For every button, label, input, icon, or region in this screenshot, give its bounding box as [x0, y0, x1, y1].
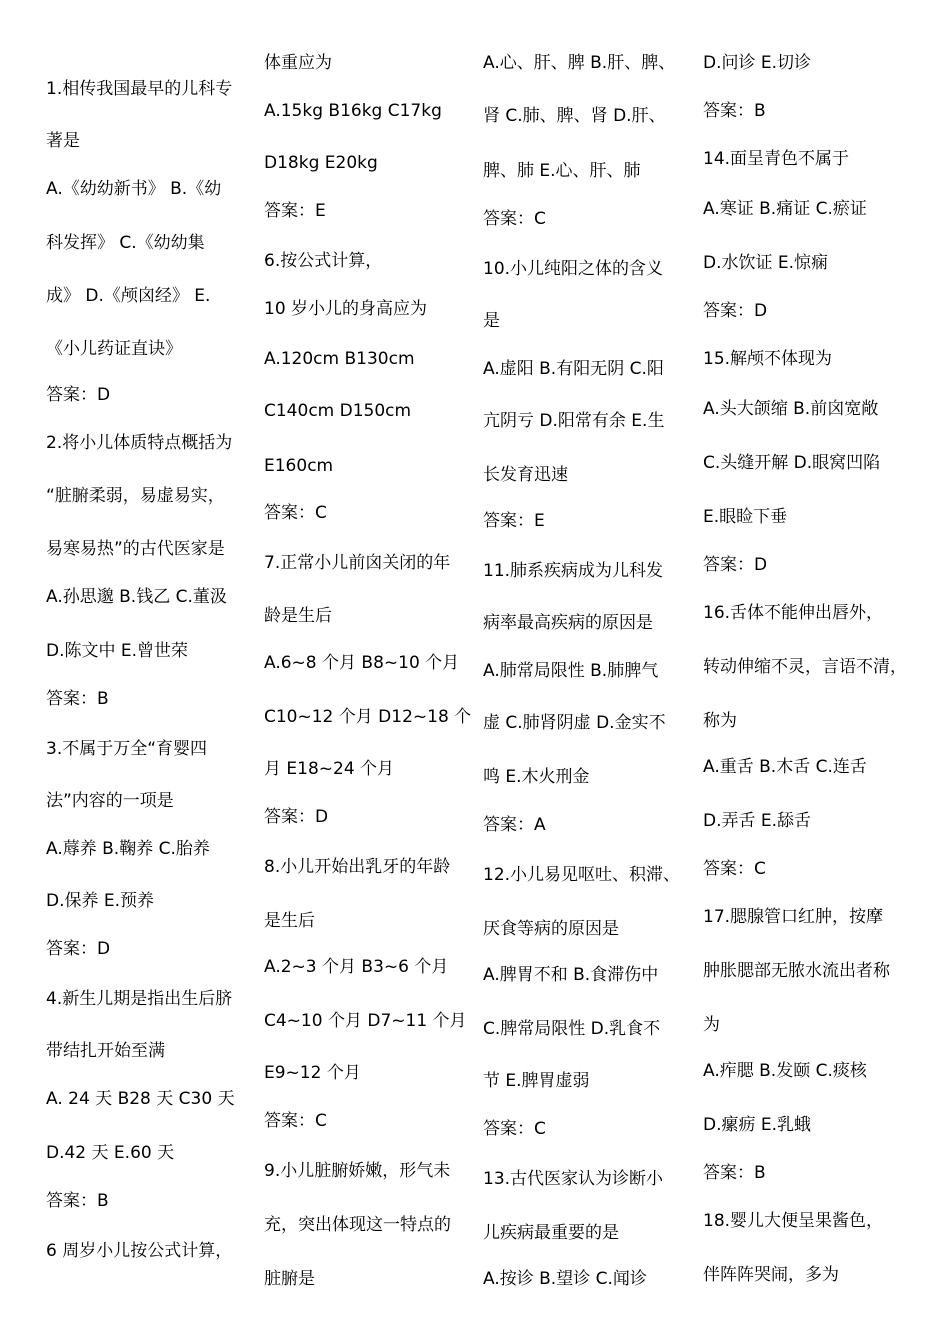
text-line: 《小儿药证直诀》: [46, 339, 182, 359]
text-line: 成》 D.《颅囟经》 E.: [46, 286, 211, 306]
text-line: 体重应为: [264, 53, 332, 73]
text-line: C4~10 个月 D7~11 个月: [264, 1011, 467, 1031]
text-line: 称为: [703, 711, 737, 731]
text-line: A.孙思邈 B.钱乙 C.董汲: [46, 587, 227, 607]
text-line: 4.新生儿期是指出生后脐: [46, 989, 233, 1009]
text-line: A.寒证 B.痛证 C.瘀证: [703, 199, 867, 219]
text-line: A.肺常局限性 B.肺脾气: [483, 661, 659, 681]
text-line: A.痄腮 B.发颐 C.痰核: [703, 1061, 867, 1081]
text-line: 16.舌体不能伸出唇外，: [703, 603, 884, 623]
text-line: 肾 C.肺、脾、肾 D.肝、: [483, 106, 666, 126]
text-line: 答案：D: [703, 555, 768, 575]
text-line: A.心、肝、脾 B.肝、脾、: [483, 53, 676, 73]
text-line: 答案：B: [46, 689, 109, 709]
text-line: 答案：B: [703, 101, 766, 121]
text-line: A.6~8 个月 B8~10 个月: [264, 653, 460, 673]
text-line: A.头大颌缩 B.前囟宽敞: [703, 399, 879, 419]
text-line: 8.小儿开始出乳牙的年龄: [264, 857, 451, 877]
text-line: 答案：C: [703, 859, 766, 879]
text-line: 长发育迅速: [483, 465, 568, 485]
text-line: 答案：C: [483, 209, 546, 229]
text-line: C.头缝开解 D.眼窝凹陷: [703, 453, 881, 473]
text-line: 答案：D: [264, 807, 329, 827]
text-line: 法”内容的一项是: [46, 791, 174, 811]
text-line: E.眼睑下垂: [703, 507, 788, 527]
text-line: D.问诊 E.切诊: [703, 53, 812, 73]
text-line: 答案：E: [264, 201, 326, 221]
text-line: 答案：C: [264, 1111, 327, 1131]
text-line: 答案：D: [703, 301, 768, 321]
text-line: C140cm D150cm: [264, 401, 412, 421]
text-line: 肿胀腮部无脓水流出者称: [703, 961, 890, 981]
text-line: 9.小儿脏腑娇嫩，形气未: [264, 1161, 451, 1181]
text-line: 17.腮腺管口红肿，按摩: [703, 907, 884, 927]
text-line: 易寒易热”的古代医家是: [46, 539, 225, 559]
text-line: A.按诊 B.望诊 C.闻诊: [483, 1269, 647, 1289]
text-line: 伴阵阵哭闹，多为: [703, 1265, 839, 1285]
text-line: C.脾常局限性 D.乳食不: [483, 1019, 661, 1039]
text-line: A.重舌 B.木舌 C.连舌: [703, 757, 867, 777]
text-line: A.15kg B16kg C17kg: [264, 101, 442, 121]
text-line: 科发挥》 C.《幼幼集: [46, 233, 205, 253]
text-line: 答案：A: [483, 815, 546, 835]
text-line: 答案：B: [46, 1191, 109, 1211]
text-line: 为: [703, 1015, 720, 1035]
text-line: E9~12 个月: [264, 1063, 361, 1083]
text-line: A.虚阳 B.有阳无阴 C.阳: [483, 359, 664, 379]
text-line: 月 E18~24 个月: [264, 759, 395, 779]
text-line: 答案：E: [483, 511, 545, 531]
text-line: 7.正常小儿前囟关闭的年: [264, 553, 451, 573]
text-line: 6.按公式计算，: [264, 251, 383, 271]
text-line: 脏腑是: [264, 1269, 315, 1289]
text-line: 著是: [46, 131, 80, 151]
text-line: D18kg E20kg: [264, 153, 378, 173]
text-line: D.陈文中 E.曾世荣: [46, 641, 189, 661]
text-line: 18.婴儿大便呈果酱色，: [703, 1211, 884, 1231]
text-line: A.《幼幼新书》 B.《幼: [46, 179, 222, 199]
text-line: 10 岁小儿的身高应为: [264, 299, 428, 319]
text-line: 鸣 E.木火刑金: [483, 767, 590, 787]
text-line: 14.面呈青色不属于: [703, 149, 850, 169]
text-line: 亢阴亏 D.阳常有余 E.生: [483, 411, 665, 431]
text-line: 6 周岁小儿按公式计算，: [46, 1241, 233, 1261]
text-line: 带结扎开始至满: [46, 1041, 165, 1061]
text-line: D.瘰疬 E.乳蛾: [703, 1115, 812, 1135]
text-line: 1.相传我国最早的儿科专: [46, 79, 233, 99]
text-line: 厌食等病的原因是: [483, 919, 619, 939]
text-line: A.120cm B130cm: [264, 349, 415, 369]
text-line: 脾、肺 E.心、肝、肺: [483, 161, 641, 181]
text-line: “脏腑柔弱，易虚易实，: [46, 486, 225, 506]
text-line: A.脾胃不和 B.食滞伤中: [483, 965, 659, 985]
text-line: D.水饮证 E.惊痫: [703, 253, 829, 273]
text-line: A.蓐养 B.鞠养 C.胎养: [46, 839, 210, 859]
text-line: D.42 天 E.60 天: [46, 1143, 175, 1163]
text-line: 病率最高疾病的原因是: [483, 613, 653, 633]
text-line: 是: [483, 311, 500, 331]
text-line: 15.解颅不体现为: [703, 349, 833, 369]
text-line: 12.小儿易见呕吐、积滞、: [483, 865, 681, 885]
text-line: 答案：C: [264, 503, 327, 523]
text-line: 3.不属于万全“育婴四: [46, 739, 208, 759]
text-line: 虚 C.肺肾阴虚 D.金实不: [483, 713, 666, 733]
text-line: A.2~3 个月 B3~6 个月: [264, 957, 449, 977]
text-line: 11.肺系疾病成为儿科发: [483, 561, 664, 581]
text-line: 转动伸缩不灵，言语不清，: [703, 657, 907, 677]
text-line: 充，突出体现这一特点的: [264, 1215, 451, 1235]
text-line: 2.将小儿体质特点概括为: [46, 433, 233, 453]
text-line: 答案：D: [46, 385, 111, 405]
text-line: 答案：D: [46, 939, 111, 959]
text-line: 13.古代医家认为诊断小: [483, 1169, 664, 1189]
text-line: 龄是生后: [264, 606, 332, 626]
text-line: 儿疾病最重要的是: [483, 1223, 619, 1243]
text-line: E160cm: [264, 456, 334, 476]
text-line: C10~12 个月 D12~18 个: [264, 707, 472, 727]
text-line: 是生后: [264, 911, 315, 931]
text-line: 答案：C: [483, 1119, 546, 1139]
text-line: 10.小儿纯阳之体的含义: [483, 259, 664, 279]
text-line: 节 E.脾胃虚弱: [483, 1071, 590, 1091]
text-line: D.弄舌 E.舔舌: [703, 811, 812, 831]
text-line: 答案：B: [703, 1163, 766, 1183]
text-line: A. 24 天 B28 天 C30 天: [46, 1089, 235, 1109]
text-line: D.保养 E.预养: [46, 891, 155, 911]
